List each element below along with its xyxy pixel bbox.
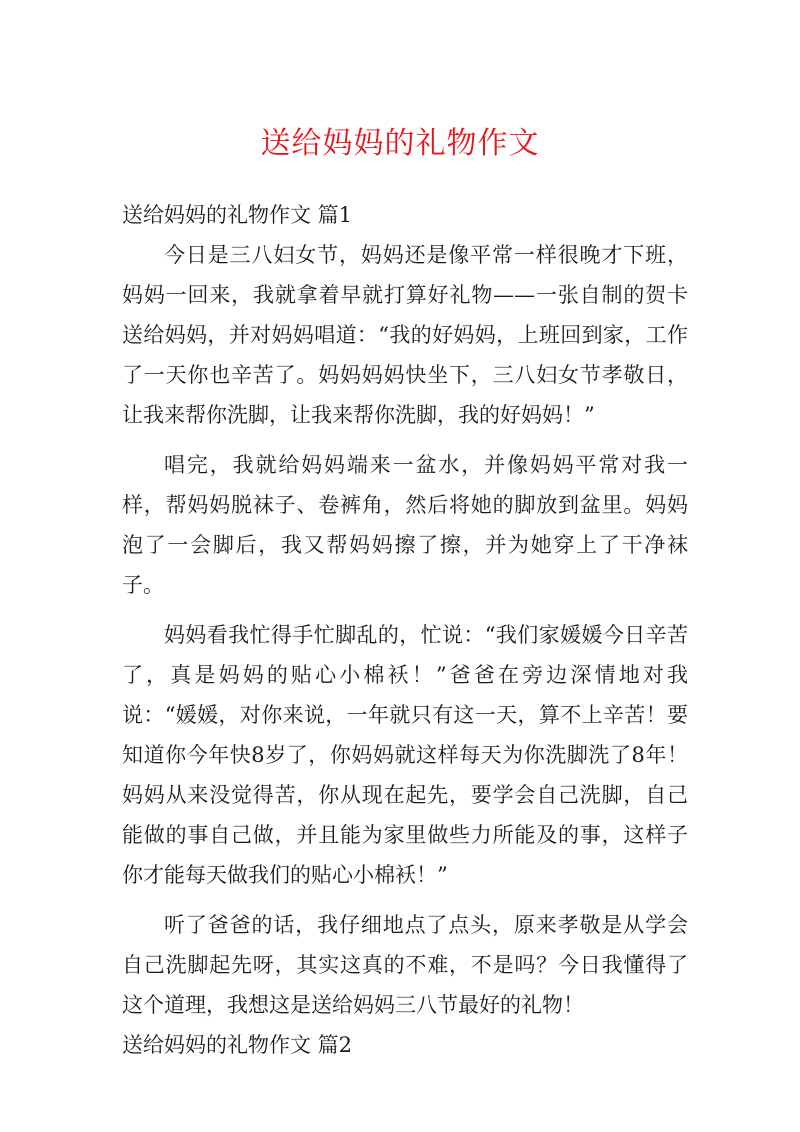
- section-heading-1: 送给妈妈的礼物作文 篇1: [122, 203, 353, 227]
- paragraph-4: 听了爸爸的话，我仔细地点了点头，原来孝敬是从学会自己洗脚起先呀，其实这真的不难，不是吗？今日我懂得了这个道理，我想这是送给妈妈三八节最好的礼物！: [122, 913, 688, 1017]
- paragraph-3: 妈妈看我忙得手忙脚乱的，忙说：“我们家媛媛今日辛苦了，真是妈妈的贴心小棉袄！”爸爸在旁边深情地对我说：“媛媛，对你来说，一年就只有这一天，算不上辛苦！要知道你今年快8岁了，你妈妈就这样每天为你洗脚洗了8年！妈妈从来没觉得苦，你从现在起先，要学会自己洗脚，自己能做的事自己做，并且能为家里做些力所能及的事，这样子你才能每天做我们的贴心小棉袄！”: [122, 623, 688, 887]
- paragraph-2: 唱完，我就给妈妈端来一盆水，并像妈妈平常对我一样，帮妈妈脱袜子、卷裤角，然后将她的脚放到盆里。妈妈泡了一会脚后，我又帮妈妈擦了擦，并为她穿上了干净袜子。: [122, 453, 688, 597]
- paragraph-1: 今日是三八妇女节，妈妈还是像平常一样很晚才下班，妈妈一回来，我就拿着早就打算好礼物——一张自制的贺卡送给妈妈，并对妈妈唱道：“我的好妈妈，上班回到家，工作了一天你也辛苦了。妈妈妈妈快坐下，三八妇女节孝敬日，让我来帮你洗脚，让我来帮你洗脚，我的好妈妈！”: [122, 243, 688, 427]
- document-title: 送给妈妈的礼物作文: [260, 126, 540, 161]
- section-heading-2: 送给妈妈的礼物作文 篇2: [122, 1033, 353, 1057]
- document-body: [122, 195, 688, 1065]
